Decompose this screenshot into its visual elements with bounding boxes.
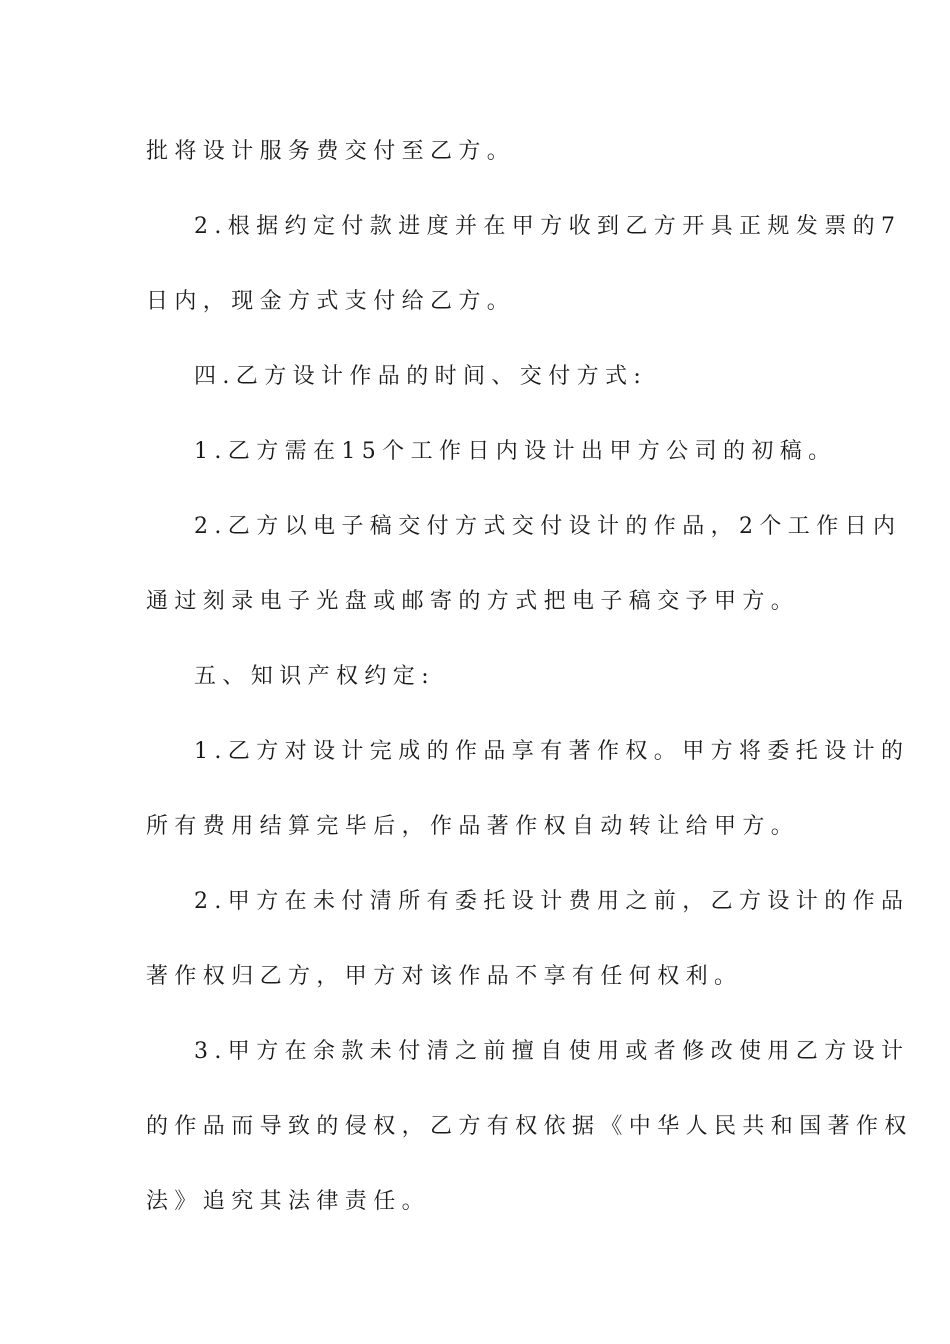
paragraph-line: 2.根据约定付款进度并在甲方收到乙方开具正规发票的7 <box>194 214 902 239</box>
paragraph-line: 著作权归乙方，甲方对该作品不享有任何权利。 <box>146 964 743 989</box>
section-heading: 五、知识产权约定: <box>194 664 436 689</box>
paragraph-line: 的作品而导致的侵权，乙方有权依据《中华人民共和国著作权 <box>146 1114 913 1139</box>
paragraph-line: 所有费用结算完毕后，作品著作权自动转让给甲方。 <box>146 814 800 839</box>
paragraph-line: 1.乙方对设计完成的作品享有著作权。甲方将委托设计的 <box>194 739 910 764</box>
paragraph-line: 通过刻录电子光盘或邮寄的方式把电子稿交予甲方。 <box>146 589 800 614</box>
paragraph-line: 日内，现金方式支付给乙方。 <box>146 289 516 314</box>
paragraph-line: 批将设计服务费交付至乙方。 <box>146 139 516 164</box>
paragraph-line: 法》追究其法律责任。 <box>146 1189 431 1214</box>
paragraph-line: 2.乙方以电子稿交付方式交付设计的作品，2个工作日内 <box>194 514 902 539</box>
section-heading: 四.乙方设计作品的时间、交付方式: <box>194 364 648 389</box>
paragraph-line: 1.乙方需在15个工作日内设计出甲方公司的初稿。 <box>194 439 837 464</box>
paragraph-line: 2.甲方在未付清所有委托设计费用之前，乙方设计的作品 <box>194 889 910 914</box>
paragraph-line: 3.甲方在余款未付清之前擅自使用或者修改使用乙方设计 <box>194 1039 910 1064</box>
